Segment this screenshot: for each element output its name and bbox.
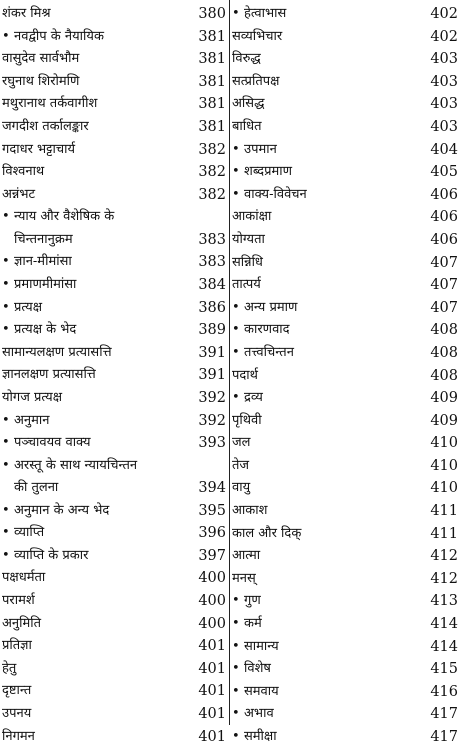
toc-column-right: [232, 3, 458, 745]
page-number: 394: [198, 480, 226, 497]
toc-entry-title: [232, 26, 282, 49]
page-number: 408: [430, 322, 458, 339]
page-number: 401: [198, 706, 226, 723]
toc-entry-text: व्याप्ति के प्रकार: [14, 547, 89, 563]
bullet-icon: •: [232, 661, 240, 677]
bullet-icon: •: [2, 525, 10, 541]
toc-entry: [232, 48, 458, 71]
page-number: 404: [430, 141, 458, 158]
toc-entry-text: असिद्ध: [232, 96, 265, 112]
bullet-icon: •: [232, 186, 240, 202]
bullet-icon: •: [2, 412, 10, 428]
toc-entry-text: योगज प्रत्यक्ष: [2, 389, 63, 405]
page-number: 417: [430, 729, 458, 745]
column-divider: [229, 0, 230, 725]
toc-entry-text: विरुद्ध: [232, 51, 261, 67]
toc-entry-text: अरस्तू के साथ न्यायचिन्तन: [14, 457, 138, 473]
toc-entry-text: प्रत्यक्ष: [14, 299, 43, 315]
toc-entry-text: रघुनाथ शिरोमणि: [2, 73, 80, 89]
page-number: 401: [198, 728, 226, 745]
toc-entry: [232, 477, 458, 500]
toc-entry: [232, 658, 458, 681]
toc-entry: [232, 545, 458, 568]
toc-entry: [232, 26, 458, 49]
page-number: 413: [430, 593, 458, 610]
toc-entry: [232, 387, 458, 410]
toc-entry-title: [232, 545, 260, 568]
toc-entry: [2, 116, 226, 139]
toc-entry-title: [2, 545, 88, 568]
toc-entry: [2, 48, 226, 71]
bullet-icon: •: [232, 322, 240, 338]
toc-entry-text: ज्ञान-मीमांसा: [14, 254, 72, 270]
page-number: 412: [430, 548, 458, 565]
toc-entry: [2, 71, 226, 94]
toc-entry-title: [232, 93, 264, 116]
bullet-icon: •: [2, 276, 10, 292]
toc-entry: [232, 523, 458, 546]
bullet-icon: •: [2, 435, 10, 451]
page-number: 402: [430, 28, 458, 45]
toc-entry: [2, 26, 226, 49]
toc-entry-title: [2, 161, 44, 184]
page-number: 409: [430, 412, 458, 429]
page-number: 411: [430, 525, 458, 542]
toc-entry-text: सामान्य: [244, 638, 279, 654]
page-number: 383: [198, 254, 226, 271]
toc-entry-title: [2, 139, 75, 162]
toc-entry: [232, 93, 458, 116]
toc-entry-title: [2, 410, 50, 433]
toc-entry-text: निगमन: [2, 728, 35, 744]
toc-entry-title: [2, 680, 31, 703]
page-number: 382: [198, 186, 226, 203]
toc-entry-title: [2, 364, 96, 387]
toc-entry-title: [2, 522, 44, 545]
page-number: 381: [198, 96, 226, 113]
toc-entry-text: विश्वनाथ: [2, 164, 45, 180]
toc-entry-text: दृष्टान्त: [2, 683, 32, 699]
toc-entry-text: अनुमिति: [2, 615, 42, 631]
bullet-icon: •: [232, 638, 240, 654]
toc-entry: [232, 252, 458, 275]
toc-entry: [232, 455, 458, 478]
toc-entry-text: शंकर मिश्र: [2, 6, 51, 21]
toc-entry-title: [232, 568, 256, 591]
toc-entry-text: पदार्थ: [232, 367, 258, 383]
toc-entry-text: व्याप्ति: [14, 525, 45, 541]
toc-entry-title: [232, 3, 286, 26]
toc-entry: [232, 590, 458, 613]
toc-entry-title: [232, 523, 301, 546]
toc-entry-text: नवद्वीप के नैयायिक: [14, 28, 104, 44]
toc-entry-title: [232, 500, 267, 523]
toc-entry: [232, 703, 458, 726]
page-number: 408: [430, 367, 458, 384]
toc-entry: [232, 71, 458, 94]
page-number: 381: [198, 73, 226, 90]
page-number: 406: [430, 231, 458, 248]
toc-entry-text: सत्प्रतिपक्ष: [232, 73, 280, 89]
toc-entry: [2, 161, 226, 184]
page-number: 382: [198, 141, 226, 158]
page-number: 414: [430, 616, 458, 633]
toc-entry-title: [232, 613, 262, 636]
toc-entry-text: वासुदेव सार्वभौम: [2, 51, 80, 67]
toc-entry: [2, 522, 226, 545]
toc-entry-title: [2, 93, 97, 116]
toc-entry-text: गुण: [244, 593, 261, 609]
toc-entry-title: [232, 139, 277, 162]
toc-entry-title: [232, 636, 279, 659]
toc-entry-text: अनुमान: [14, 412, 50, 428]
toc-entry-text: मथुरानाथ तर्कवागीश: [2, 96, 98, 112]
toc-entry-text-continued: की तुलना: [14, 480, 59, 496]
toc-entry-title: [232, 48, 261, 71]
toc-entry-text: परामर्श: [2, 593, 35, 609]
toc-entry-title: [232, 319, 290, 342]
toc-entry-text: द्रव्य: [244, 390, 263, 406]
page-number: 381: [198, 118, 226, 135]
toc-entry-title: [2, 500, 109, 523]
toc-entry: [232, 726, 458, 749]
toc-entry-title: [2, 567, 45, 590]
toc-entry-text: हेत्वाभास: [244, 6, 287, 21]
bullet-icon: •: [232, 164, 240, 180]
toc-entry-title: [2, 319, 76, 342]
toc-entry-text: बाधित: [232, 118, 262, 134]
toc-entry-text: जगदीश तर्कालङ्कार: [2, 118, 89, 134]
toc-entry: [2, 206, 226, 251]
toc-entry-text: तत्त्वचिन्तन: [244, 344, 294, 360]
page-number: 410: [430, 435, 458, 452]
bullet-icon: •: [232, 706, 240, 722]
toc-entry-text-continued: चिन्तनानुक्रम: [14, 231, 73, 247]
toc-entry-title: [232, 477, 250, 500]
toc-entry: [2, 342, 226, 365]
toc-entry-title: [2, 703, 31, 726]
toc-entry-title: [2, 116, 89, 139]
page-number: 401: [198, 660, 226, 677]
toc-entry-text: मनस्: [232, 570, 256, 586]
toc-entry: [232, 410, 458, 433]
toc-entry: [232, 297, 458, 320]
toc-entry-text: वाक्य-विवेचन: [244, 186, 307, 202]
toc-entry: [2, 703, 226, 726]
toc-entry-title: [232, 184, 307, 207]
toc-entry-text: उपमान: [244, 141, 277, 157]
page-number: 407: [430, 254, 458, 271]
bullet-icon: •: [232, 390, 240, 406]
page-number: 400: [198, 615, 226, 632]
toc-entry: [2, 455, 226, 500]
toc-entry-text: पक्षधर्मता: [2, 570, 46, 586]
bullet-icon: •: [2, 299, 10, 315]
toc-entry-title: [232, 274, 261, 297]
page-number: 395: [198, 502, 226, 519]
page-number: 402: [430, 6, 458, 22]
page-number: 411: [430, 503, 458, 520]
toc-entry: [232, 500, 458, 523]
toc-entry-text: प्रतिज्ञा: [2, 638, 32, 654]
toc-entry-title: [2, 658, 16, 681]
toc-entry-text: अभाव: [244, 706, 274, 722]
toc-entry-title: [2, 251, 72, 274]
toc-entry-title: [2, 206, 114, 229]
toc-entry: [2, 635, 226, 658]
toc-entry: [2, 364, 226, 387]
bullet-icon: •: [2, 502, 10, 518]
toc-entry: [232, 613, 458, 636]
toc-entry-title: [232, 116, 262, 139]
toc-entry: [2, 432, 226, 455]
page-number: 397: [198, 547, 226, 564]
toc-entry-text: पृथिवी: [232, 412, 262, 428]
page-number: 401: [198, 638, 226, 655]
toc-entry-title: [232, 590, 261, 613]
bullet-icon: •: [2, 28, 10, 44]
toc-entry-text: अन्य प्रमाण: [244, 299, 298, 315]
toc-entry: [232, 681, 458, 704]
toc-entry: [232, 568, 458, 591]
toc-entry-text: विशेष: [244, 661, 271, 677]
toc-entry: [232, 116, 458, 139]
toc-entry-text: अन्नंभट: [2, 186, 36, 202]
toc-entry: [2, 567, 226, 590]
page-number: 400: [198, 570, 226, 587]
page-number: 412: [430, 570, 458, 587]
toc-entry-title: [232, 229, 265, 252]
toc-entry-text: हेतु: [2, 660, 17, 676]
bullet-icon: •: [2, 457, 10, 473]
bullet-icon: •: [2, 322, 10, 338]
page-number: 410: [430, 480, 458, 497]
toc-entry-title: [2, 3, 51, 26]
toc-entry-title: [232, 342, 294, 365]
toc-entry: [2, 410, 226, 433]
toc-entry-text: तेज: [232, 457, 250, 473]
toc-entry: [2, 274, 226, 297]
toc-entry: [232, 206, 458, 229]
page-number: 384: [198, 276, 226, 293]
page-number: 406: [430, 186, 458, 203]
page-number: 396: [198, 525, 226, 542]
toc-entry: [232, 229, 458, 252]
toc-entry-text: जल: [232, 435, 251, 451]
page-number: 391: [198, 367, 226, 384]
page-number: 416: [430, 683, 458, 700]
toc-entry-text: प्रमाणमीमांसा: [14, 276, 77, 292]
toc-entry-text: काल और दिक्: [232, 525, 302, 541]
toc-entry: [2, 545, 226, 568]
toc-entry: [2, 3, 226, 26]
toc-entry-title: [2, 26, 104, 49]
toc-entry: [2, 726, 226, 749]
page-number: 415: [430, 661, 458, 678]
toc-entry-text: कारणवाद: [244, 322, 290, 338]
toc-entry: [2, 613, 226, 636]
toc-entry-text: शब्दप्रमाण: [244, 164, 293, 180]
page-number: 403: [430, 118, 458, 135]
toc-entry: [2, 251, 226, 274]
page-number: 392: [198, 412, 226, 429]
toc-entry-text: उपनय: [2, 706, 32, 722]
toc-entry-text: प्रत्यक्ष के भेद: [14, 322, 77, 338]
page-number: 386: [198, 299, 226, 316]
toc-entry: [2, 590, 226, 613]
page-number: 407: [430, 299, 458, 316]
toc-entry-title: [232, 410, 262, 433]
page-number: 414: [430, 638, 458, 655]
toc-entry-title: [232, 658, 271, 681]
page-number: 403: [430, 51, 458, 68]
toc-entry-text: वायु: [232, 480, 251, 496]
toc-entry-text: न्याय और वैशेषिक के: [14, 209, 115, 225]
bullet-icon: •: [232, 729, 240, 744]
toc-entry-text: समवाय: [244, 683, 279, 699]
toc-entry-title: [2, 184, 35, 207]
bullet-icon: •: [232, 683, 240, 699]
page-number: 381: [198, 28, 226, 45]
toc-entry-title: [2, 48, 79, 71]
bullet-icon: •: [232, 141, 240, 157]
toc-entry-title: [2, 590, 35, 613]
toc-entry-title: [2, 613, 41, 636]
page-number: 380: [198, 6, 226, 22]
toc-entry-title: [2, 297, 42, 320]
toc-entry: [2, 387, 226, 410]
toc-entry: [2, 93, 226, 116]
toc-entry-title: [232, 71, 279, 94]
toc-entry: [232, 184, 458, 207]
toc-entry-title: [232, 387, 263, 410]
toc-entry-text: सन्निधि: [232, 254, 263, 270]
toc-entry-text: अनुमान के अन्य भेद: [14, 502, 110, 518]
page-number: 391: [198, 344, 226, 361]
page-number: 406: [430, 209, 458, 226]
page-number: 410: [430, 457, 458, 474]
toc-entry-title: [232, 703, 274, 726]
toc-entry-text: कर्म: [244, 616, 262, 632]
toc-entry: [232, 161, 458, 184]
toc-entry: [232, 342, 458, 365]
toc-entry: [2, 319, 226, 342]
toc-entry-text: सामान्यलक्षण प्रत्यासत्ति: [2, 344, 112, 360]
page-number: 407: [430, 277, 458, 294]
toc-entry-text: पञ्चावयव वाक्य: [14, 435, 91, 451]
toc-entry: [232, 636, 458, 659]
toc-entry-title: [232, 365, 258, 388]
toc-entry: [232, 319, 458, 342]
page-number: 393: [198, 435, 226, 452]
toc-entry-title: [2, 635, 32, 658]
toc-entry-text: तात्पर्य: [232, 277, 261, 293]
page-number: 382: [198, 164, 226, 181]
page-number: 383: [198, 231, 226, 248]
toc-entry-text: आत्मा: [232, 548, 261, 564]
toc-entry: [2, 500, 226, 523]
bullet-icon: •: [232, 344, 240, 360]
toc-entry-title: [2, 274, 76, 297]
toc-entry-text: आकांक्षा: [232, 209, 272, 225]
bullet-icon: •: [232, 6, 240, 21]
toc-entry: [2, 184, 226, 207]
bullet-icon: •: [2, 547, 10, 563]
toc-entry-title: [2, 455, 137, 478]
toc-entry: [2, 680, 226, 703]
toc-entry-title: [232, 432, 250, 455]
toc-entry-text: समीक्षा: [244, 729, 277, 744]
page-number: 403: [430, 73, 458, 90]
bullet-icon: •: [232, 299, 240, 315]
toc-entry-title: [232, 681, 279, 704]
bullet-icon: •: [2, 209, 10, 225]
page-number: 392: [198, 389, 226, 406]
page-number: 403: [430, 96, 458, 113]
page-number: 381: [198, 51, 226, 68]
toc-column-left: [2, 3, 226, 745]
toc-entry-title: [2, 342, 112, 365]
toc-entry-title: [2, 432, 91, 455]
toc-entry: [232, 274, 458, 297]
toc-entry-title: [2, 71, 79, 94]
page-number: 408: [430, 344, 458, 361]
page-number: 401: [198, 683, 226, 700]
toc-entry-text: आकाश: [232, 503, 268, 519]
bullet-icon: •: [232, 616, 240, 632]
toc-entry-text: ज्ञानलक्षण प्रत्यासत्ति: [2, 367, 96, 383]
page-number: 389: [198, 322, 226, 339]
toc-entry: [232, 139, 458, 162]
toc-entry: [232, 365, 458, 388]
toc-entry: [2, 297, 226, 320]
toc-entry-title: [232, 455, 249, 478]
toc-entry: [232, 3, 458, 26]
bullet-icon: •: [232, 593, 240, 609]
toc-entry: [2, 658, 226, 681]
toc-entry-title: [232, 161, 292, 184]
toc-entry-title: [232, 297, 297, 320]
page-number: 405: [430, 164, 458, 181]
toc-entry-title: [232, 726, 277, 749]
bullet-icon: •: [2, 254, 10, 270]
toc-entry-title: [2, 726, 35, 749]
page-number: 400: [198, 593, 226, 610]
page-number: 417: [430, 706, 458, 723]
toc-entry-text: योग्यता: [232, 231, 265, 247]
toc-entry: [232, 432, 458, 455]
toc-entry-title: [232, 252, 263, 275]
toc-entry: [2, 139, 226, 162]
toc-entry-title: [2, 387, 62, 410]
toc-entry-text: गदाधर भट्टाचार्य: [2, 141, 76, 157]
toc-entry-text: सव्यभिचार: [232, 28, 283, 44]
toc-entry-title: [232, 206, 271, 229]
page-number: 409: [430, 390, 458, 407]
